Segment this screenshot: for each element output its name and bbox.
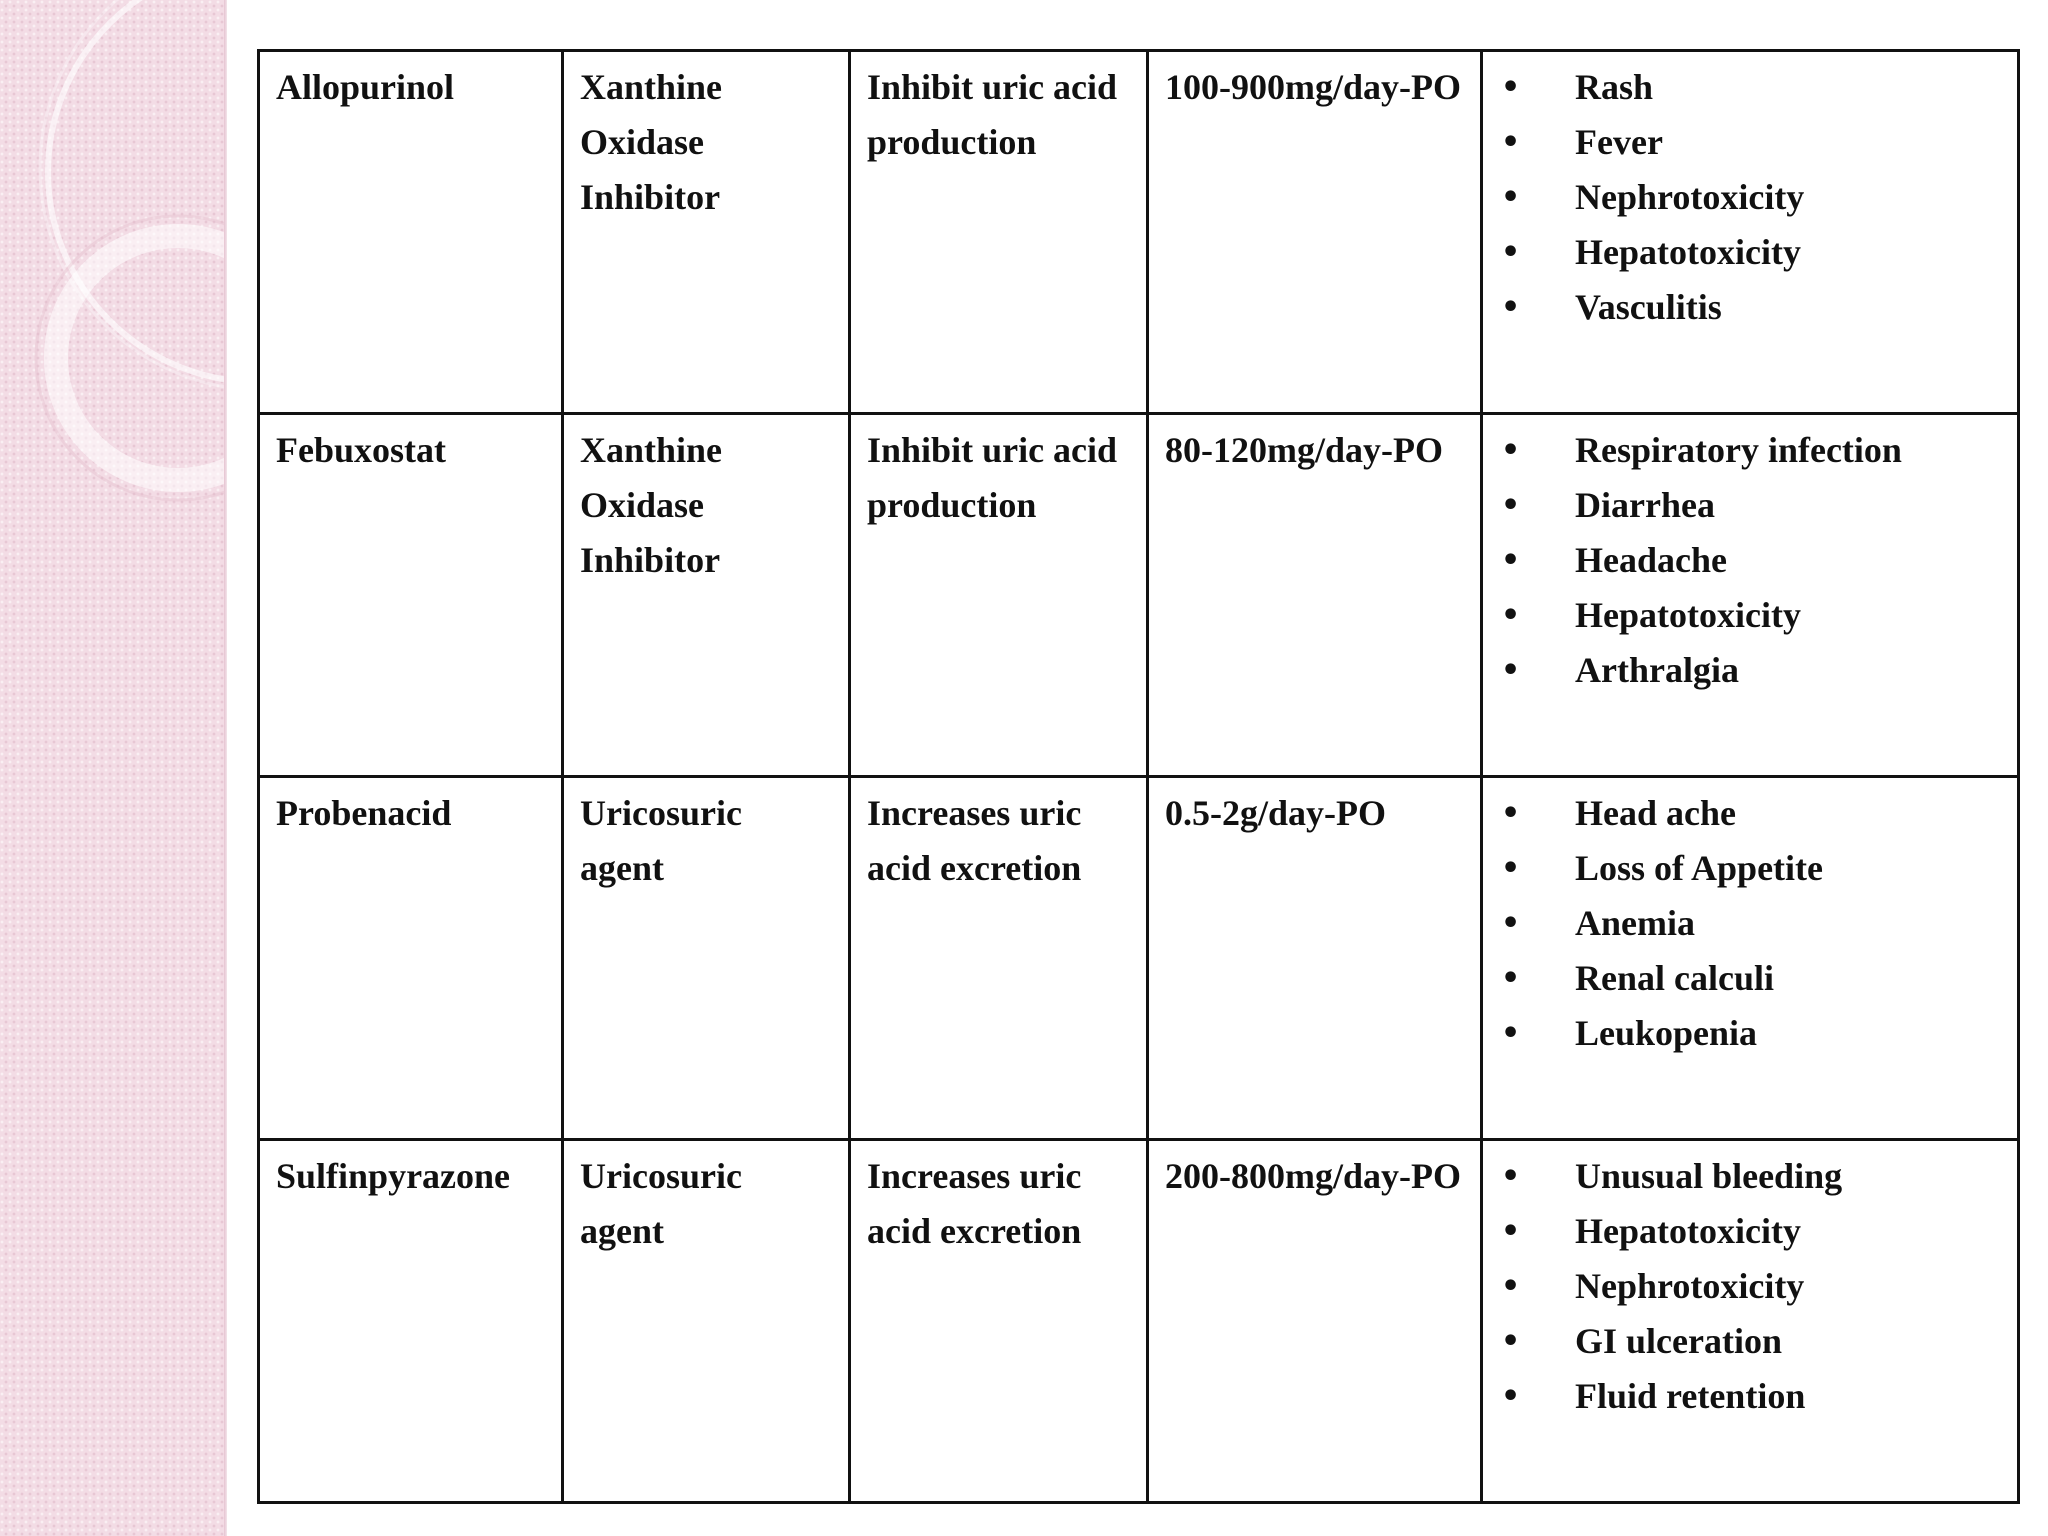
side-effects-cell [1482,777,2019,1140]
table-row [259,777,2019,1140]
table-row [259,414,2019,777]
table-row [259,1140,2019,1503]
side-effect-item: • Hepatotoxicity [1499,1204,2001,1259]
side-effect-item: • Loss of Appetite [1499,841,2001,896]
drug-class-cell: Xanthine Oxidase Inhibitor [563,414,850,777]
side-effect-item: • Fever [1499,115,2001,170]
side-effects-cell [1482,1140,2019,1503]
side-effect-item: • Vasculitis [1499,280,2001,335]
drug-table-body [259,51,2019,1503]
side-effect-item: • Diarrhea [1499,478,2001,533]
drug-name-cell: Sulfinpyrazone [259,1140,563,1503]
side-effect-item: • Nephrotoxicity [1499,1259,2001,1314]
drug-name-cell: Febuxostat [259,414,563,777]
side-effect-item: • Arthralgia [1499,643,2001,698]
side-effect-item: • Leukopenia [1499,1006,2001,1061]
drug-class-cell: Xanthine Oxidase Inhibitor [563,51,850,414]
dose-cell: 0.5-2g/day-PO [1148,777,1482,1140]
side-effect-item: • Respiratory infection [1499,423,2001,478]
side-effect-item: • Fluid retention [1499,1369,2001,1424]
side-effect-item: • Anemia [1499,896,2001,951]
panel-edge-divider [224,0,227,1536]
side-effects-cell [1482,51,2019,414]
side-effects-cell [1482,414,2019,777]
dose-cell: 80-120mg/day-PO [1148,414,1482,777]
drug-name-cell: Probenacid [259,777,563,1140]
side-effect-item: • Nephrotoxicity [1499,170,2001,225]
side-effects-list [1499,786,2001,1061]
side-effect-item: • Head ache [1499,786,2001,841]
table-row [259,51,2019,414]
side-effect-item: • Unusual bleeding [1499,1149,2001,1204]
side-effects-list [1499,1149,2001,1424]
drug-table [257,49,2020,1504]
dose-cell: 100-900mg/day-PO [1148,51,1482,414]
mechanism-cell: Inhibit uric acid production [850,414,1148,777]
side-effect-item: • Renal calculi [1499,951,2001,1006]
decorative-side-panel [0,0,227,1536]
side-effect-item: • Rash [1499,60,2001,115]
drug-name-cell: Allopurinol [259,51,563,414]
side-effect-item: • GI ulceration [1499,1314,2001,1369]
side-effect-item: • Hepatotoxicity [1499,588,2001,643]
drug-class-cell: Uricosuric agent [563,777,850,1140]
mechanism-cell: Increases uric acid excretion [850,777,1148,1140]
dose-cell: 200-800mg/day-PO [1148,1140,1482,1503]
drug-class-cell: Uricosuric agent [563,1140,850,1503]
side-effect-item: • Hepatotoxicity [1499,225,2001,280]
mechanism-cell: Inhibit uric acid production [850,51,1148,414]
side-effect-item: • Headache [1499,533,2001,588]
mechanism-cell: Increases uric acid excretion [850,1140,1148,1503]
side-effects-list [1499,60,2001,335]
decorative-rings-icon [0,0,227,1536]
side-effects-list [1499,423,2001,698]
